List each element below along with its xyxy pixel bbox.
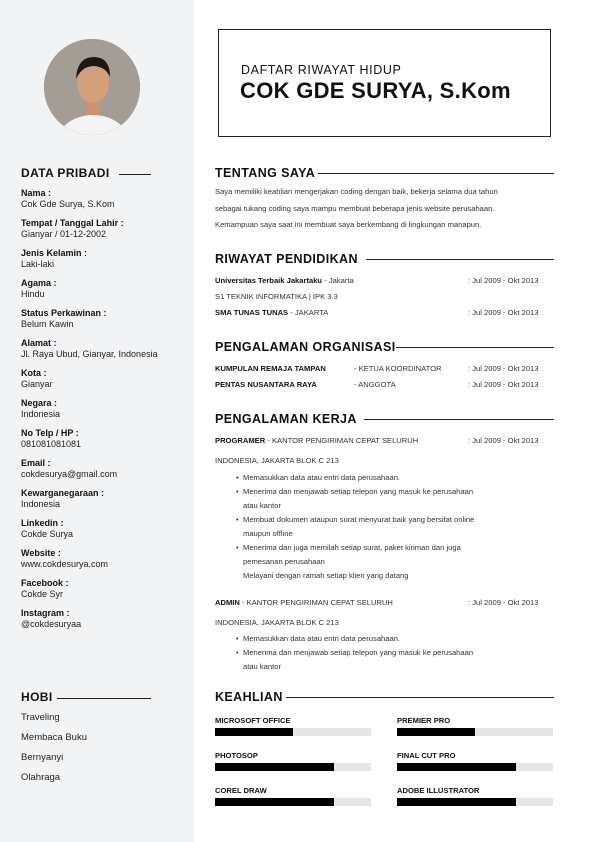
field-instagram [21,608,81,629]
about-line: sebagai tukang coding saya mampu membuat beberapa jenis website perusahaan. [215,204,495,213]
organization-title: PENGALAMAN ORGANISASI [215,340,396,354]
field-marital-status [21,308,107,329]
job-duty-continued: maupun offline [243,529,293,538]
about-title: TENTANG SAYA [215,166,316,180]
skills-divider [286,697,554,698]
job-date: : Jul 2009 - Okt 2013 [468,436,539,445]
skill-level [397,763,516,771]
education-date: : Jul 2009 - Okt 2013 [468,308,539,317]
field-value: Cokde Syr [21,588,64,599]
hobby-item: Membaca Buku [21,732,88,743]
document-type: DAFTAR RIWAYAT HIDUP [241,63,402,77]
organization-role: - ANGGOTA [354,380,396,389]
organization-name: PENTAS NUSANTARA RAYA [215,380,317,389]
hobbies-divider [57,698,151,699]
field-label: Nama : [21,188,52,198]
field-website [21,548,108,569]
organization-date: : Jul 2009 - Okt 2013 [468,380,539,389]
skill-name: PREMIER PRO [397,716,451,725]
field-email [21,458,117,479]
field-value: Indonesia [21,498,61,509]
organization-date: : Jul 2009 - Okt 2013 [468,364,539,373]
education-item [215,308,328,317]
job-duty-text: Membuat dokumen ataupun surat menyurat baik yang bersifat online [243,515,475,524]
field-label: Jenis Kelamin : [21,248,88,258]
education-divider [366,259,554,260]
skill-name: ADOBE ILLUSTRATOR [397,786,480,795]
job-position: PROGRAMER [215,436,266,445]
field-linkedin [21,518,73,539]
about-line: Saya memiliki keahlian mengerjakan coding dengan baik, bekerja selama dua tahun [215,187,498,196]
field-name [21,188,115,209]
skill-bar [215,763,371,771]
organization-divider [396,347,554,348]
hobbies-title: HOBI [21,690,53,704]
field-phone [21,428,81,449]
field-label: Status Perkawinan : [21,308,107,318]
field-value: Hindu [21,288,45,299]
skill-name: PHOTOSOP [215,751,258,760]
field-gender [21,248,87,269]
personal-data-divider [119,174,151,175]
field-label: Alamat : [21,338,57,348]
skill-bar [397,728,553,736]
field-label: Email : [21,458,51,468]
job-duty-text: Menerima dan menjawab setiap telepon yang masuk ke perusahaan [243,648,474,657]
field-label: Negara : [21,398,58,408]
field-label: Facebook : [21,578,69,588]
field-value: cokdesurya@gmail.com [21,468,118,479]
field-country [21,398,60,419]
profile-photo [44,39,140,135]
organization-name: KUMPULAN REMAJA TAMPAN [215,364,326,373]
field-label: Kewarganegaraan : [21,488,105,498]
field-value: Laki-laki [21,258,55,269]
field-value: Indonesia [21,408,61,419]
field-label: No Telp / HP : [21,428,79,438]
skill-bar [397,763,553,771]
school-name: SMA TUNAS TUNAS [215,308,289,317]
skill-bar [215,728,371,736]
field-religion [21,278,57,299]
profile-photo-icon [44,39,140,135]
job-duty-text: Menerima dan menjawab setiap telepon yang masuk ke perusahaan [243,487,474,496]
school-name: Universitas Terbaik Jakartaku [215,276,323,285]
work-divider [364,419,554,420]
skill-name: MICROSOFT OFFICE [215,716,291,725]
field-value: Cokde Surya [21,528,74,539]
job-location: INDONESIA, JAKARTA BLOK C 213 [215,618,339,627]
field-city [21,368,53,389]
hobby-item: Traveling [21,712,60,723]
field-value: Gianyar / 01-12-2002 [21,228,107,239]
field-facebook [21,578,69,599]
field-label: Kota : [21,368,47,378]
hobby-item: Bernyanyi [21,752,64,763]
skill-bar [397,798,553,806]
job-duty-text: Memasukkan data atau entri data perusahaan. [243,634,401,643]
field-value: Cok Gde Surya, S.Kom [21,198,115,209]
job-duty-text: Menerima dan juga memilah setiap surat, paket kiriman dan juga [243,543,461,552]
job-duty-continued: atau kantor [243,662,281,671]
skill-level [397,728,475,736]
skill-level [215,728,293,736]
hobby-item: Olahraga [21,772,61,783]
name-box [218,29,551,137]
skill-name: FINAL CUT PRO [397,751,456,760]
field-birth [21,218,124,239]
education-title: RIWAYAT PENDIDIKAN [215,252,358,266]
field-label: Website : [21,548,61,558]
field-value: www.cokdesurya.com [21,558,109,569]
personal-data-title: DATA PRIBADI [21,166,110,180]
job-duty-continued: atau kantor [243,501,281,510]
job-duty-text: Memasukkan data atau entri data perusahaan. [243,473,401,482]
job-duty-continued: pemesanan perusahaan [243,557,325,566]
skill-bar [215,798,371,806]
field-label: Instagram : [21,608,70,618]
field-value: Jl. Raya Ubud, Gianyar, Indonesia [21,348,158,359]
about-line: Kemampuan saya saat ini membuat saya berkembang di lingkungan manapun. [215,220,482,229]
field-address [21,338,158,359]
skill-level [215,798,334,806]
field-value: 081081081081 [21,438,82,449]
job-date: : Jul 2009 - Okt 2013 [468,598,539,607]
field-value: Belum Kawin [21,318,74,329]
education-date: : Jul 2009 - Okt 2013 [468,276,539,285]
job-header [215,598,393,607]
education-item [215,276,354,285]
field-value: Gianyar [21,378,53,389]
field-nationality [21,488,104,509]
school-location: - Jakarta [322,276,354,285]
skill-level [215,763,334,771]
work-title: PENGALAMAN KERJA [215,412,357,426]
skill-name: COREL DRAW [215,786,267,795]
education-detail: S1 TEKNIK INFORMATIKA | IPK 3.3 [215,292,338,301]
job-company: - KANTOR PENGIRIMAN CEPAT SELURUH [265,436,419,445]
job-duty-continued: Melayani dengan ramah setiap klien yang datang [243,571,409,580]
field-label: Linkedin : [21,518,64,528]
job-position: ADMIN [215,598,240,607]
full-name: COK GDE SURYA, S.Kom [240,78,511,103]
skill-level [397,798,516,806]
job-location: INDONESIA, JAKARTA BLOK C 213 [215,456,339,465]
organization-role: - KETUA KOORDINATOR [354,364,442,373]
school-location: - JAKARTA [288,308,329,317]
about-divider [318,173,554,174]
field-label: Agama : [21,278,57,288]
field-value: @cokdesuryaa [21,618,82,629]
skills-title: KEAHLIAN [215,690,283,704]
field-label: Tempat / Tanggal Lahir : [21,218,124,228]
job-company: - KANTOR PENGIRIMAN CEPAT SELURUH [239,598,393,607]
job-header [215,436,418,445]
